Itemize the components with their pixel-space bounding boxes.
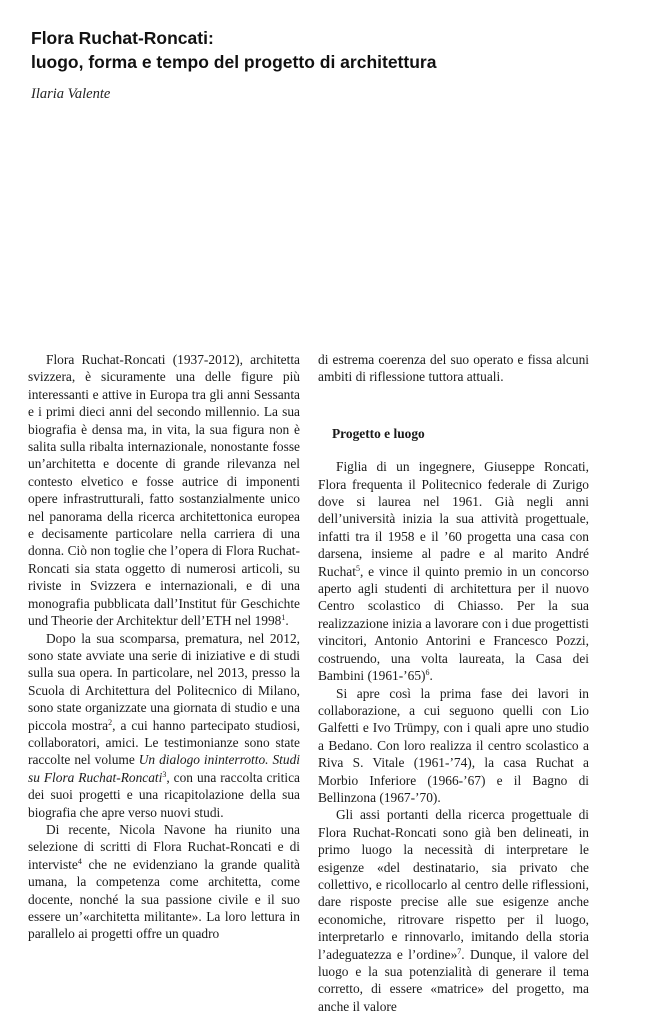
footnote-ref-3[interactable]: 3 [162, 769, 167, 779]
title-line-2: luogo, forma e tempo del progetto di architettura [31, 52, 437, 72]
paragraph-intro: Flora Ruchat-Roncati (1937-2012), architetta svizzera, è sicuramente una delle figure più interessanti e attive in Europa tra gli anni Sessanta e i primi dieci anni del secondo millennio. La sua biografia è densa ma, in vita, la sua figura non è salita sulla ribalta internazionale, nonostante fosse un’architetta e docente di grande rilevanza nel contesto elvetico e fosse autrice di imponenti opere infrastrutturali, fatto sostanzialmente unico nel panorama della ricerca architettonica europea e decisamente particolare nella carriera di una donna. Ciò non toglie che l’opera di Flora Ruchat-Roncati sia stata oggetto di numerosi articoli, su riviste in Svizzera e internazionali, e di una monografia pubblicata dall’Institut für Geschichte und Theorie der Architektur dell’ETH nel 1998$^1$. [28, 352, 300, 629]
footnote-ref-4[interactable]: 4 [77, 856, 82, 866]
footnote-ref-1[interactable]: 1 [281, 613, 286, 623]
right-column [318, 351, 589, 1015]
paragraph-after-death: Dopo la sua scomparsa, prematura, nel 2012, sono state avviate una serie di iniziative e di studi sulla sua opera. In particolare, nel 2013, presso la Scuola di Architettura del Politecnico di Milano, sono state organizzate una giornata di studio e una piccola mostra$^2$, a cui hanno partecipato studiosi, collaboratori, amici. Le testimonianze sono state raccolte nel volume Un dialogo ininterrotto. Studi su Flora Ruchat-Roncati$^3$, con una raccolta critica dei suoi progetti e una ricapitolazione della sua biografia che apre verso nuovi studi. [28, 630, 301, 820]
paragraph-biography: Figlia di un ingegnere, Giuseppe Roncati, Flora frequenta il Politecnico federale di Zurigo dove si laurea nel 1961. Già negli anni dell’università inizia la sua attività progettuale, infatti tra il 1958 e il ’60 progetta una casa con darsena, insieme al padre e al marito André Ruchat$^5$, e vince il quinto premio in un concorso aperto agli studenti di architettura per il nuovo Centro scolastico di Chiasso. Per la sua realizzazione inizia a lavorare con i due progettisti vincitori, Antonio Antorini e Francesco Pozzi, costruendo, una volta laureata, la Casa dei Bambini (1961-’65)$^6$. [318, 459, 589, 684]
article-title [31, 26, 591, 74]
title-line-1: Flora Ruchat-Roncati: [31, 28, 214, 48]
paragraph-collaborations: Si apre così la prima fase dei lavori in collaborazione, a cui seguono quelli con Lio Galfetti e Ivo Trümpy, con i quali apre uno studio a Bedano. Con loro realizza il centro scolastico a Riva S. Vitale (1961-’74), la casa Ruchat a Morbio Inferiore (1966-’67) e il Bagno di Bellinzona (1967-’70). [318, 685, 589, 805]
footnote-ref-6[interactable]: 6 [425, 668, 430, 678]
author-name: Ilaria Valente [31, 86, 111, 102]
paragraph-research-axes: Gli assi portanti della ricerca progettuale di Flora Ruchat-Roncati sono già ben delineati, in primo luogo la necessità di interpretare le esigenze «del destinatario, sia privato che collettivo, e ricollocarlo al centro delle riflessioni, dare risposte precise alle sue esigenze anche economiche, ritrovare rispetto per il luogo, interpretarlo e rinnovarlo, imitando della storia l’adeguatezza e l’ordine»$^7$. Dunque, il valore del luogo e la sua potenzialità di generare il tema corretto, di essere «matrice» del progetto, ma anche il valore [318, 807, 589, 1014]
paragraph-writings: Di recente, Nicola Navone ha riunito una selezione di scritti di Flora Ruchat-Roncati e di interviste$^4$ che ne evidenziano la grande qualità umana, la competenza come architetta, come docente, nonché la sua passione civile e il suo essere un’«architetta militante». La loro lettura in parallelo ai progetti offre un quadro [28, 821, 300, 942]
footnote-ref-5[interactable]: 5 [355, 563, 360, 573]
footnote-ref-2[interactable]: 2 [108, 717, 113, 727]
section-heading: Progetto e luogo [332, 425, 425, 441]
book-title: Un dialogo ininterrotto. Studi su Flora Ruchat-Roncati [28, 752, 301, 785]
footnote-ref-7[interactable]: 7 [457, 946, 462, 956]
left-column [28, 351, 300, 943]
paragraph-continued: di estrema coerenza del suo operato e fissa alcuni ambiti di riflessione tuttora attuali. [318, 352, 589, 385]
